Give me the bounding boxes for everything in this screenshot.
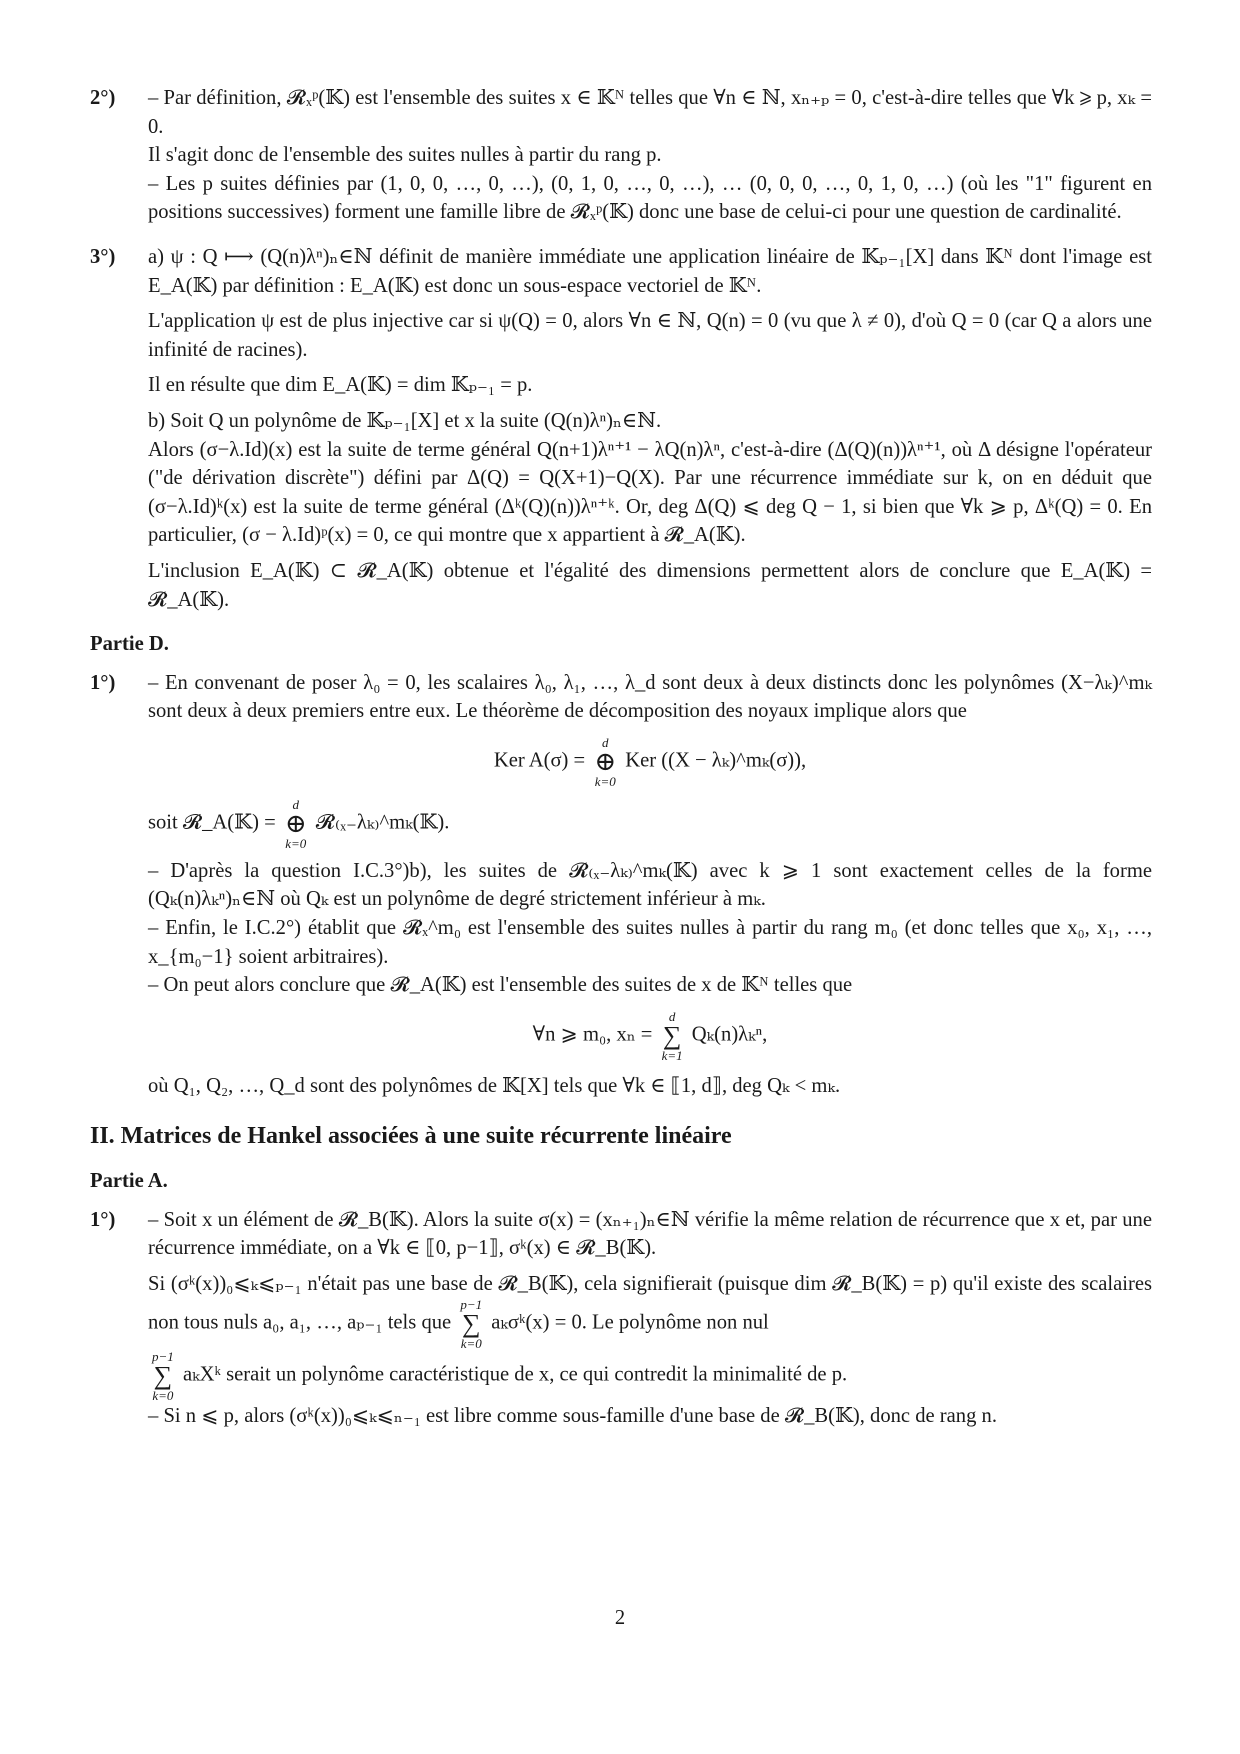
sum-operator [152,1350,174,1402]
answer-item-d1 [90,669,1152,1101]
paragraph: Il en résulte que dim E_A(𝕂) = dim 𝕂ₚ₋₁ = p. [148,374,533,397]
paragraph: – Par définition, 𝓡ₓᵖ(𝕂) est l'ensemble des suites x ∈ 𝕂ᴺ telles que ∀n ∈ ℕ, xₙ₊ₚ = 0, c'est-à-dire telles que ∀k ⩾ p, xₖ = 0. [148,87,1152,138]
upper-limit: d [292,796,299,812]
equation-left: Ker A(σ) = [493,749,586,772]
answer-item-a1 [90,1206,1152,1431]
page-number: 2 [614,1607,626,1629]
upper-limit: d [668,1008,676,1024]
paragraph: où Q₁, Q₂, …, Q_d sont des polynômes de 𝕂[X] tels que ∀k ∈ ⟦1, d⟧, deg Qₖ < mₖ. [148,1074,841,1097]
item-number: 1°) [90,1208,116,1231]
answer-item-3 [90,243,1152,614]
part-title: Partie D. [90,633,169,656]
paragraph: – En convenant de poser λ₀ = 0, les scalaires λ₀, λ₁, …, λ_d sont deux à deux distincts donc les polynômes (X−λₖ)^mₖ sont deux à deux premiers entre eux. Le théorème de décomposition des noyaux implique alors que [148,671,1152,723]
display-equation [148,736,1152,788]
direct-sum-operator [285,798,307,850]
equation-left: ∀n ⩾ m₀, xₙ = [532,1023,653,1046]
paragraph [148,1350,1152,1402]
operator-symbol: ∑ [461,1309,481,1339]
paragraph: – Les p suites définies par (1, 0, 0, …, 0, …), (0, 1, 0, …, 0, …), … (0, 0, 0, …, 0, 1, 0, …) (où les "1" figurent en positions successives) forment une famille libre de 𝓡ₓᵖ(𝕂) donc une base de celui-ci pour une question de cardinalité. [148,172,1152,224]
paragraph: a) ψ : Q ⟼ (Q(n)λⁿ)ₙ∈ℕ définit de manière immédiate une application linéaire de 𝕂ₚ₋₁[X] dans 𝕂ᴺ dont l'image est E_A(𝕂) par définition : E_A(𝕂) est donc un sous-espace vectoriel de 𝕂ᴺ. [148,245,1152,297]
direct-sum-operator [594,736,616,788]
paragraph: – Si n ⩽ p, alors (σᵏ(x))₀⩽ₖ⩽ₙ₋₁ est libre comme sous-famille d'une base de 𝓡_B(𝕂), donc de rang n. [148,1405,997,1428]
lower-limit: k=0 [285,835,307,851]
sum-operator [460,1298,482,1350]
operator-symbol: ∑ [662,1020,682,1050]
item-number: 1°) [90,671,116,694]
paragraph: Il s'agit donc de l'ensemble des suites nulles à partir du rang p. [148,144,662,167]
paragraph: – On peut alors conclure que 𝓡_A(𝕂) est l'ensemble des suites de x de 𝕂ᴺ telles que [148,974,853,997]
upper-limit: d [601,734,609,750]
operator-symbol: ⊕ [284,808,307,838]
inline-text: Si (σᵏ(x))₀⩽ₖ⩽ₚ₋₁ n'était pas une base de 𝓡_B(𝕂), cela signifierait (puisque dim 𝓡_B(𝕂) = p) qu'il existe des scalaires non tous nuls a₀, a₁, …, aₚ₋₁ tels que [148,1272,1152,1335]
paragraph: – D'après la question I.C.3°)b), les suites de 𝓡₍ₓ₋λₖ₎^mₖ(𝕂) avec k ⩾ 1 sont exactement celles de la forme (Qₖ(n)λₖⁿ)ₙ∈ℕ où Qₖ est un polynôme de degré strictement inférieur à mₖ. [148,859,1152,911]
inline-text: aₖXᵏ serait un polynôme caractéristique de x, ce qui contredit la minimalité de p. [182,1364,848,1387]
operator-symbol: ∑ [153,1361,173,1391]
part-title: Partie A. [90,1170,168,1193]
paragraph: – Soit x un élément de 𝓡_B(𝕂). Alors la suite σ(x) = (xₙ₊₁)ₙ∈ℕ vérifie la même relation de récurrence que x et, par une récurrence immédiate, on a ∀k ∈ ⟦0, p−1⟧, σᵏ(x) ∈ 𝓡_B(𝕂). [148,1208,1152,1260]
section-title: II. Matrices de Hankel associées à une suite récurrente linéaire [90,1123,732,1150]
paragraph: L'application ψ est de plus injective car si ψ(Q) = 0, alors ∀n ∈ ℕ, Q(n) = 0 (vu que λ ≠ 0), d'où Q = 0 (car Q a alors une infinité de racines). [148,310,1152,361]
lower-limit: k=0 [460,1336,482,1352]
operator-symbol: ⊕ [594,746,617,776]
inline-text: aₖσᵏ(x) = 0. Le polynôme non nul [491,1312,769,1335]
upper-limit: p−1 [460,1297,483,1313]
item-number: 3°) [90,245,116,268]
paragraph [148,1270,1152,1351]
inline-text: 𝓡₍ₓ₋λₖ₎^mₖ(𝕂). [315,811,450,834]
sum-operator [662,1010,683,1062]
paragraph: L'inclusion E_A(𝕂) ⊂ 𝓡_A(𝕂) obtenue et l'égalité des dimensions permettent alors de conclure que E_A(𝕂) = 𝓡_A(𝕂). [148,559,1152,611]
display-equation [148,1010,1152,1062]
item-body [148,243,1152,614]
lower-limit: k=0 [594,773,616,789]
item-body [148,669,1152,1101]
upper-limit: p−1 [152,1349,174,1365]
inline-text: soit 𝓡_A(𝕂) = [148,811,276,834]
lower-limit: k=1 [661,1047,683,1063]
paragraph: Alors (σ−λ.Id)(x) est la suite de terme général Q(n+1)λⁿ⁺¹ − λQ(n)λⁿ, c'est-à-dire (Δ(Q)(n))λⁿ⁺¹, où Δ désigne l'opérateur ("de dérivation discrète") défini par Δ(Q) = Q(X+1)−Q(X). Par une récurrence immédiate sur k, on en déduit que (σ−λ.Id)ᵏ(x) est la suite de terme général (Δᵏ(Q)(n))λⁿ⁺ᵏ. Or, deg Δ(Q) ⩽ deg Q − 1, si bien que ∀k ⩾ p, Δᵏ(Q) = 0. En particulier, (σ − λ.Id)ᵖ(x) = 0, ce qui montre que x appartient à 𝓡_A(𝕂). [148,438,1152,547]
item-body [148,84,1152,227]
equation-right: Ker ((X − λₖ)^mₖ(σ)), [625,749,807,772]
paragraph [148,798,1152,850]
equation-right: Qₖ(n)λₖⁿ, [691,1023,768,1046]
item-body [148,1206,1152,1431]
paragraph: – Enfin, le I.C.2°) établit que 𝓡ₓ^m₀ est l'ensemble des suites nulles à partir du rang m₀ (et donc telles que x₀, x₁, …, x_{m₀−1} soient arbitraires). [148,917,1152,968]
paragraph: b) Soit Q un polynôme de 𝕂ₚ₋₁[X] et x la suite (Q(n)λⁿ)ₙ∈ℕ. [148,409,662,432]
lower-limit: k=0 [152,1388,174,1404]
answer-item-2 [90,84,1152,227]
item-number: 2°) [90,87,116,109]
